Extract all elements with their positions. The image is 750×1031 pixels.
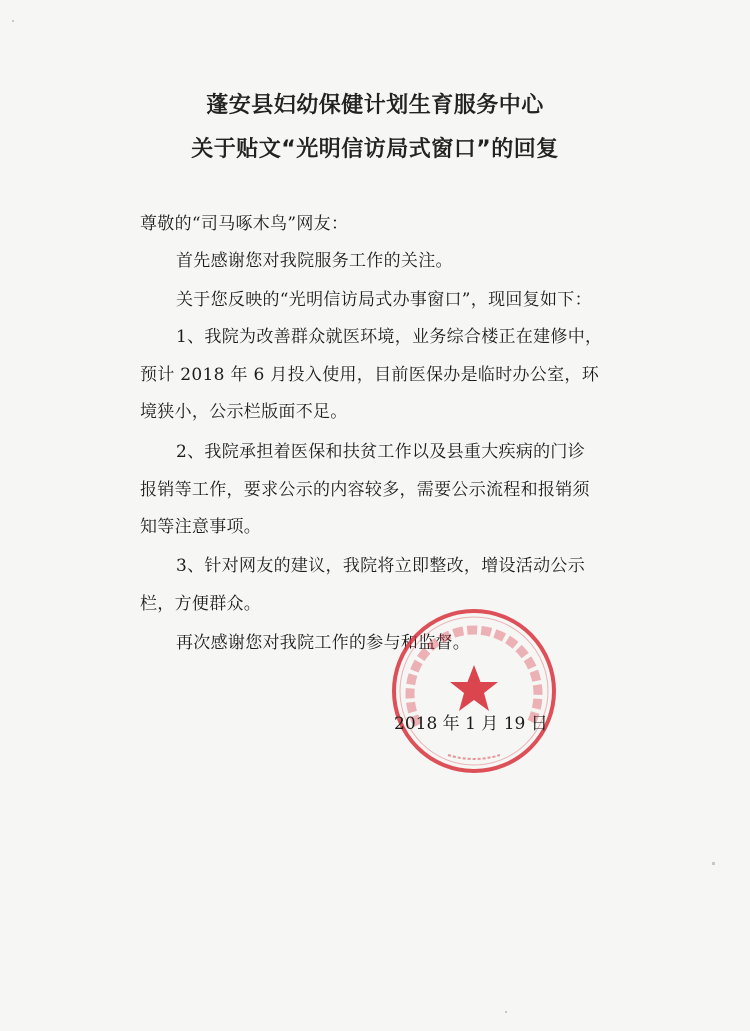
paragraph-line: 1、我院为改善群众就医环境，业务综合楼正在建修中， bbox=[176, 327, 603, 347]
paragraph-line: 预计 2018 年 6 月投入使用，目前医保办是临时办公室，环 bbox=[140, 365, 599, 385]
paragraph-line: 3、针对网友的建议，我院将立即整改，增设活动公示 bbox=[176, 556, 586, 576]
paragraph-line: 知等注意事项。 bbox=[140, 517, 262, 537]
scan-speck bbox=[712, 862, 715, 865]
document-title-line2: 关于贴文“光明信访局式窗口”的回复 bbox=[191, 137, 559, 162]
paragraph-line: 再次感谢您对我院工作的参与和监督。 bbox=[176, 633, 471, 653]
document-date: 2018 年 1 月 19 日 bbox=[394, 714, 548, 734]
salutation: 尊敬的“司马啄木鸟”网友： bbox=[140, 214, 349, 234]
scan-speck bbox=[12, 20, 14, 22]
paragraph-line: 境狭小，公示栏版面不足。 bbox=[140, 402, 348, 422]
paragraph-line: 栏，方便群众。 bbox=[140, 594, 262, 614]
document-title-line1: 蓬安县妇幼保健计划生育服务中心 bbox=[206, 93, 544, 118]
paragraph-line: 关于您反映的“光明信访局式办事窗口”，现回复如下： bbox=[176, 290, 592, 310]
seal-star-icon bbox=[450, 665, 498, 711]
paragraph-line: 首先感谢您对我院服务工作的关注。 bbox=[176, 251, 453, 271]
paragraph-line: 报销等工作，要求公示的内容较多，需要公示流程和报销须 bbox=[140, 480, 590, 500]
official-seal-stamp bbox=[388, 605, 560, 777]
scan-speck bbox=[505, 1011, 507, 1013]
paragraph-line: 2、我院承担着医保和扶贫工作以及县重大疾病的门诊 bbox=[176, 442, 586, 462]
